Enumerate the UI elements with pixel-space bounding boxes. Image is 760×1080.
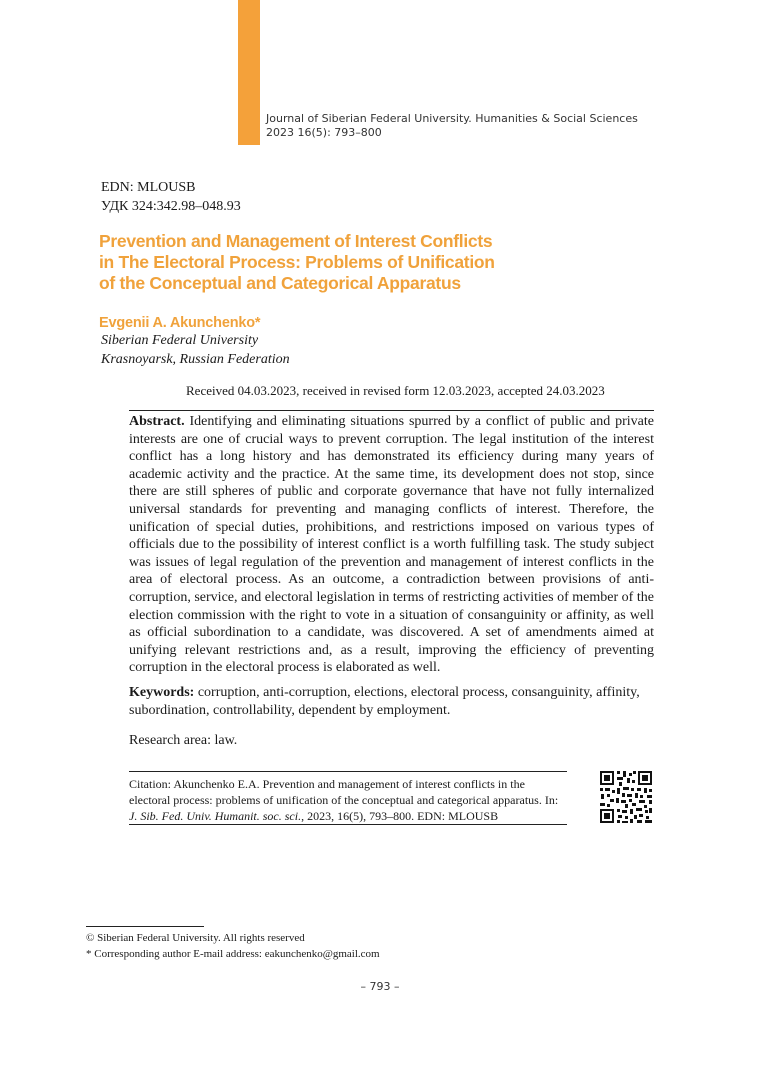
title-line: of the Conceptual and Categorical Apparatus	[99, 273, 461, 293]
citation-bottom-rule	[129, 824, 567, 825]
udk-code: УДК 324:342.98–048.93	[101, 199, 241, 214]
title-line: in The Electoral Process: Problems of Unification	[99, 252, 495, 272]
citation-text-end: , 2023, 16(5), 793–800. EDN: MLOUSB	[301, 809, 499, 823]
edn-code: EDN: MLOUSB	[101, 180, 196, 195]
abstract-label: Abstract.	[129, 414, 185, 429]
author-affiliation: Siberian Federal University	[101, 333, 259, 348]
received-dates: Received 04.03.2023, received in revised form 12.03.2023, accepted 24.03.2023	[186, 383, 605, 398]
citation-text: Citation: Akunchenko E.A. Prevention and management of interest conflicts in the electoral process: problems of unification of the conceptual and categorical apparatus. In:	[129, 777, 559, 807]
article-title	[99, 231, 569, 294]
copyright-notice: © Siberian Federal University. All rights reserved	[86, 932, 305, 944]
research-area: Research area: law.	[129, 733, 238, 748]
page-number: – 793 –	[360, 980, 400, 993]
corresponding-author-note: * Corresponding author E-mail address: eakunchenko@gmail.com	[86, 948, 380, 960]
footnotes	[86, 930, 380, 962]
qr-code-icon[interactable]	[599, 770, 653, 824]
title-line: Prevention and Management of Interest Conflicts	[99, 231, 493, 251]
journal-issue: 2023 16(5): 793–800	[266, 126, 382, 139]
citation-top-rule	[129, 771, 567, 772]
keywords	[129, 684, 654, 719]
keywords-label: Keywords:	[129, 685, 195, 700]
citation-journal: J. Sib. Fed. Univ. Humanit. soc. sci.	[129, 809, 302, 823]
abstract-text: Identifying and eliminating situations spurred by a conflict of public and private interests are one of crucial ways to prevent corruption. The legal institution of the interest conflict has a long history and has demonstrated its efficiency during many years of academic activity and the practice. At the same time, its development does not stop, since there are still spheres of public and corporate governance that have not fully internalized universal standards for preventing and managing conflicts of interest. Therefore, the unification of special duties, prohibitions, and restrictions imposed on various types of officials due to the possibility of interest conflict is a worth fulfilling task. The study subject was issues of legal regulation of the prevention and management of interest conflicts in the area of electoral process. As an outcome, a contradiction between provisions of anti-corruption, service, and electoral legislation in terms of restricting activities of member of the election commission with the right to vote in a situation of consanguinity or affinity, as well as official subordination to a candidate, was discovered. A set of amendments aimed at unifying relevant restrictions and, as a result, improving the efficiency of preventing corruption in the electoral process is elaborated as well.	[129, 414, 654, 676]
header-accent-bar	[238, 0, 260, 145]
journal-title: Journal of Siberian Federal University. Humanities & Social Sciences	[266, 112, 638, 125]
author-location: Krasnoyarsk, Russian Federation	[101, 352, 290, 367]
author-name: Evgenii A. Akunchenko*	[99, 315, 261, 331]
abstract	[129, 413, 654, 677]
article-meta	[101, 178, 241, 216]
keywords-text: corruption, anti-corruption, elections, electoral process, consanguinity, affinity, subordination, controllability, dependent by employment.	[129, 685, 640, 718]
citation	[129, 776, 567, 824]
author-affiliation-block	[101, 331, 290, 369]
footnote-rule	[86, 926, 204, 927]
abstract-top-rule	[129, 410, 654, 411]
journal-header	[266, 112, 638, 140]
